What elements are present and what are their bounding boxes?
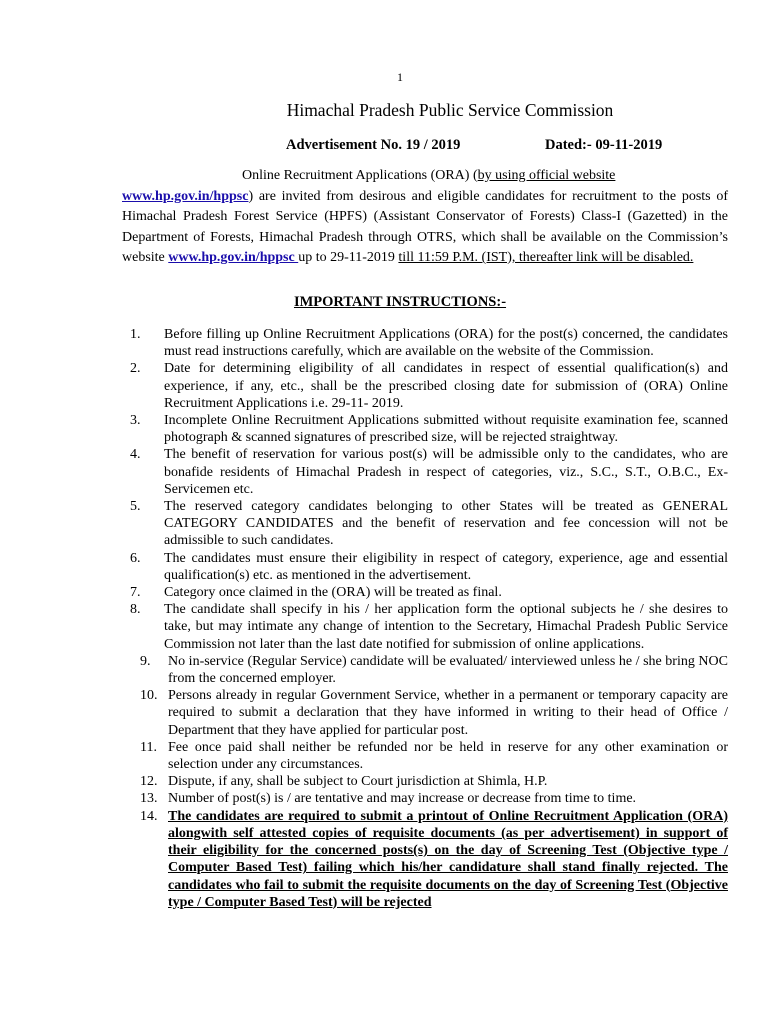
page-number: 1 — [397, 70, 403, 84]
item-text: The candidates must ensure their eligibility in respect of category, experience, age and essential qualification(s) etc. as mentioned in the advertisement. — [164, 550, 728, 583]
list-item — [0, 412, 728, 446]
item-number: 14. — [140, 808, 158, 824]
item-number: 11. — [140, 739, 157, 755]
item-text: No in-service (Regular Service) candidate will be evaluated/ interviewed unless he / she bring NOC from the concerned employer. — [168, 653, 728, 687]
item-text: Fee once paid shall neither be refunded nor be held in reserve for any other examination or selection under any circumstances. — [168, 739, 728, 773]
list-item — [0, 773, 728, 790]
item-text: Incomplete Online Recruitment Applications submitted without requisite examination fee, scanned photograph & scanned signatures of prescribed size, will be rejected straightway. — [164, 413, 728, 446]
list-item — [0, 498, 728, 550]
intro-text-3: ) are invited from desirous and eligible candidates for recruitment to the posts of Himachal Pradesh Forest Service (HPFS) (Assistant Conservator of Forests) Class-I (Gazetted) in the Department of Forests, Himachal Pradesh through OTRS, which shall be available on the Commission’s website — [122, 188, 728, 265]
item-number: 12. — [140, 774, 158, 790]
website-link-1[interactable]: www.hp.gov.in/hppsc — [122, 188, 249, 204]
instructions-list — [0, 326, 728, 911]
item-text: The candidates are required to submit a printout of Online Recruitment Application (ORA) alongwith self attested copies of requisite documents (as per advertisement) in support of their eligibility for the concerned posts(s) on the day of Screening Test (Objective type / Computer Based Test) failing which his/her candidature shall stand finally rejected. The candidates who fail to submit the requisite documents on the day of Screening Test (Objective type / Computer Based Test) will be rejected — [168, 808, 728, 910]
intro-text-1: Online Recruitment Applications (ORA) ( — [242, 168, 478, 183]
item-text: Before filling up Online Recruitment Applications (ORA) for the post(s) concerned, the candidates must read instructions carefully, which are available on the website of the Commission. — [164, 327, 728, 360]
advertisement-date: Dated:- 09-11-2019 — [545, 137, 663, 153]
item-text: Number of post(s) is / are tentative and may increase or decrease from time to time. — [168, 791, 637, 807]
page-title: Himachal Pradesh Public Service Commission — [286, 100, 614, 120]
item-number: 8. — [130, 602, 141, 618]
website-link-2[interactable]: www.hp.gov.in/hppsc — [168, 250, 299, 265]
item-number: 3. — [130, 413, 141, 429]
list-item — [0, 326, 728, 360]
list-item — [0, 808, 728, 911]
instructions-heading: IMPORTANT INSTRUCTIONS:- — [293, 294, 507, 310]
list-item — [0, 739, 728, 773]
list-item — [0, 653, 728, 687]
item-text: Dispute, if any, shall be subject to Court jurisdiction at Shimla, H.P. — [168, 774, 548, 790]
intro-text-4: up to 29-11-2019 — [298, 250, 399, 265]
item-number: 1. — [130, 327, 141, 342]
item-text: Date for determining eligibility of all candidates in respect of essential qualification(s) and experience, if any, etc., shall be the prescribed closing date for submission of (ORA) Online Recruitment Applications i.e. 29-11- 2019. — [164, 361, 728, 411]
intro-text-2: by using official website — [477, 168, 616, 183]
intro-text-5: till 11:59 P.M. (IST), thereafter link will be disabled. — [398, 250, 694, 265]
item-number: 9. — [140, 653, 151, 669]
item-number: 7. — [130, 585, 141, 601]
item-text: The candidate shall specify in his / her application form the optional subjects he / she desires to take, but may intimate any change of intention to the Secretary, Himachal Pradesh Public Service Commission not later than the last date notified for submission of online applications. — [164, 602, 728, 652]
list-item — [0, 790, 728, 807]
item-text: Persons already in regular Government Service, whether in a permanent or temporary capacity are required to submit a declaration that they have informed in writing to their head of Office / Department that they have applied for particular post. — [168, 688, 728, 738]
item-number: 10. — [140, 688, 158, 704]
list-item — [0, 601, 728, 653]
list-item — [0, 584, 728, 601]
item-number: 13. — [140, 791, 158, 807]
list-item — [0, 360, 728, 412]
list-item — [0, 446, 728, 498]
list-item — [0, 687, 728, 739]
intro-paragraph — [122, 166, 728, 269]
advertisement-number: Advertisement No. 19 / 2019 — [286, 137, 461, 153]
item-text: The reserved category candidates belonging to other States will be treated as GENERAL CATEGORY CANDIDATES and the benefit of reservation and fee concession will not be admissible to such candidates. — [164, 499, 728, 549]
item-number: 6. — [130, 550, 141, 566]
list-item — [0, 550, 728, 584]
item-number: 4. — [130, 447, 141, 463]
item-text: The benefit of reservation for various post(s) will be admissible only to the candidates, who are bonafide residents of Himachal Pradesh in respect of categories, viz., S.C., S.T., O.B.C., Ex-Servicemen etc. — [164, 447, 728, 497]
item-number: 2. — [130, 361, 141, 377]
item-number: 5. — [130, 499, 141, 515]
item-text: Category once claimed in the (ORA) will be treated as final. — [164, 585, 502, 601]
